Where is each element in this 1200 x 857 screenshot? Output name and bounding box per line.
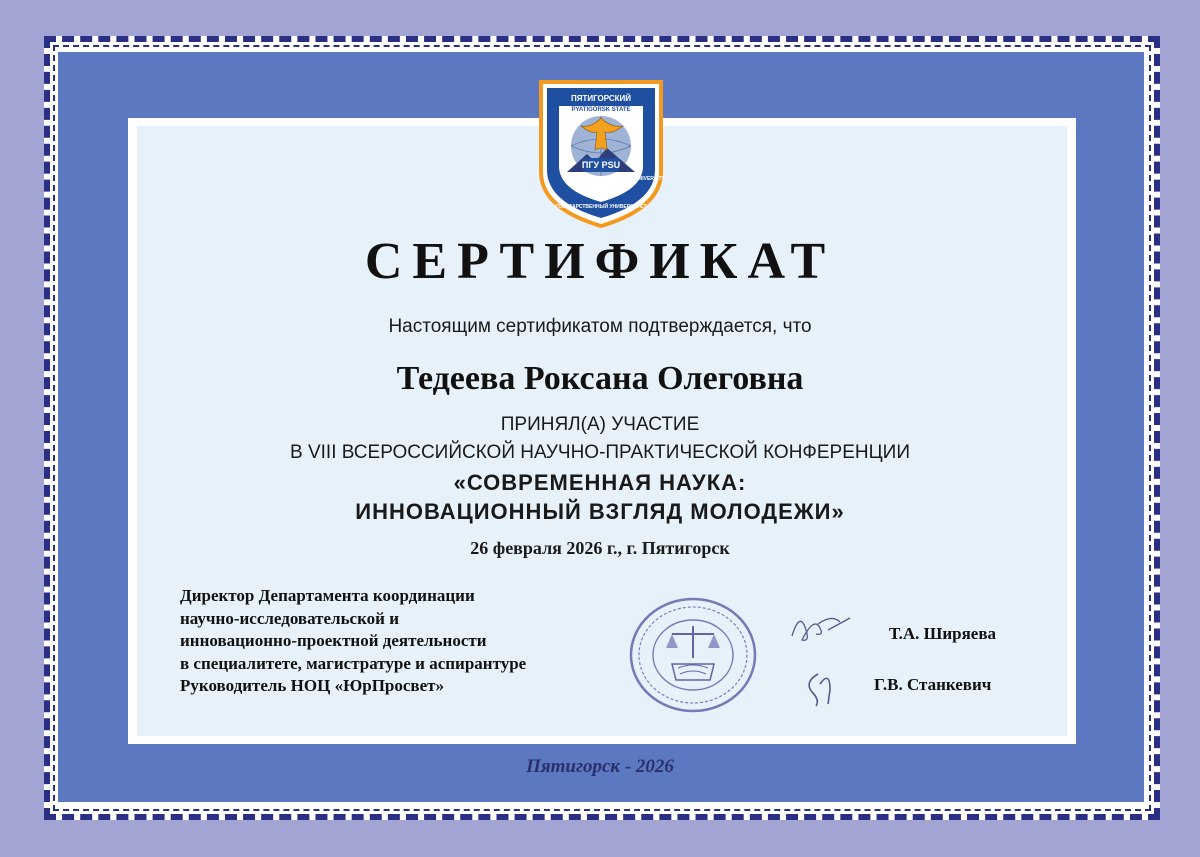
director-block [180, 585, 630, 698]
director-line-2: научно-исследовательской и [180, 608, 400, 628]
emblem-top-text: ПЯТИГОРСКИЙ [570, 94, 632, 103]
certificate-title: СЕРТИФИКАТ [364, 233, 836, 290]
director-line-1: Директор Департамента координации [180, 586, 475, 605]
emblem-abbr: ПГУ PSU [581, 160, 621, 170]
emblem-text-group [537, 76, 665, 228]
official-seal-stamp [628, 596, 758, 714]
participation-text: ПРИНЯЛ(А) УЧАСТИЕ [500, 414, 700, 435]
footer-place-year: Пятигорск - 2026 [526, 756, 674, 777]
conference-name: В VIII ВСЕРОССИЙСКОЙ НАУЧНО-ПРАКТИЧЕСКОЙ КОНФЕРЕНЦИИ [290, 442, 910, 463]
emblem-bottom-text: ГОСУДАРСТВЕННЫЙ УНИВЕРСИТЕТ [555, 204, 647, 210]
signer-stankevich: Г.В. Станкевич [874, 675, 992, 694]
director-line-3: инновационно-проектной деятельности [180, 631, 487, 650]
director-line-5: Руководитель НОЦ «ЮрПросвет» [180, 676, 444, 695]
recipient-name: Тедеева Роксана Олеговна [396, 360, 804, 397]
conference-topic-line1: «СОВРЕМЕННАЯ НАУКА: [453, 470, 747, 495]
signature-stankevich [800, 660, 845, 708]
signature-shiryaeva [780, 600, 860, 650]
date-place: 26 февраля 2026 г., г. Пятигорск [470, 538, 730, 558]
emblem-university-en: UNIVERSITY [635, 176, 666, 182]
director-line-4: в специалитете, магистратуре и аспирантуре [180, 653, 527, 673]
signer-shiryaeva: Т.А. Ширяева [889, 624, 997, 643]
emblem-en-text: PYATIGORSK STATE [571, 107, 631, 113]
certificate-intro: Настоящим сертификатом подтверждается, что [388, 316, 812, 337]
conference-topic-line2: ИННОВАЦИОННЫЙ ВЗГЛЯД МОЛОДЕЖИ» [355, 499, 845, 524]
